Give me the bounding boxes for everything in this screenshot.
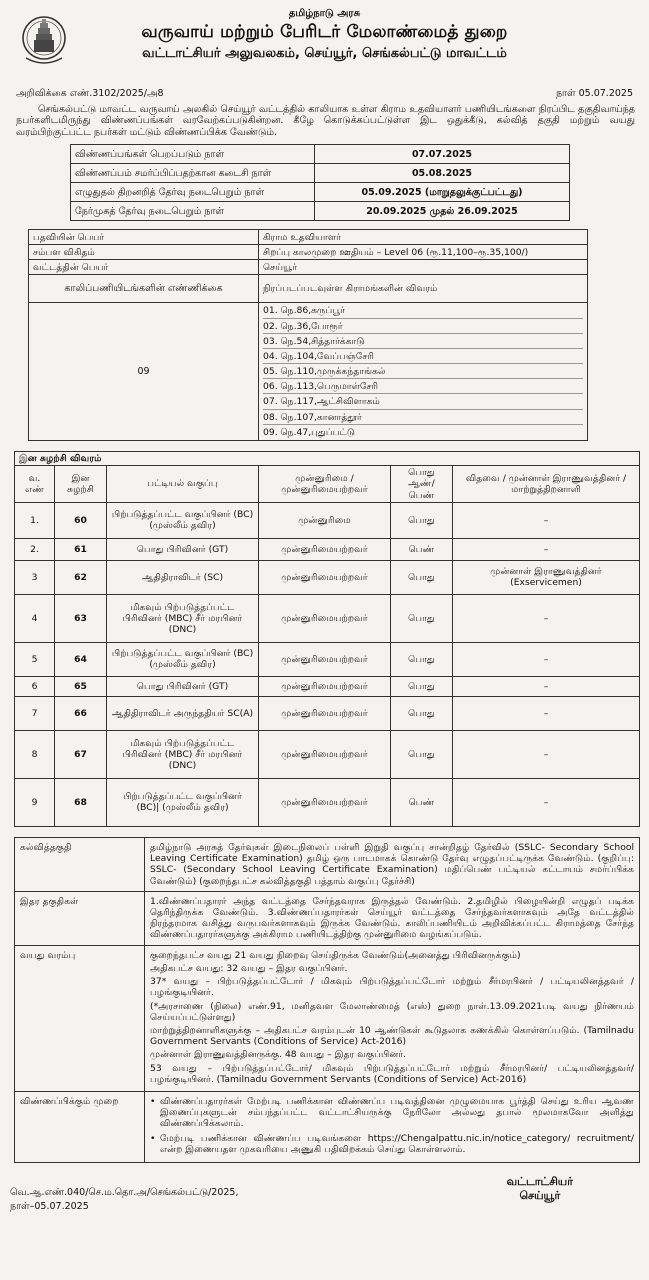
schedule-value: 20.09.2025 முதல் 26.09.2025	[315, 202, 570, 221]
tamil-nadu-emblem-icon	[20, 12, 68, 70]
roster-gender: பொது	[391, 730, 453, 778]
roster-gender: பெண்	[391, 538, 453, 560]
roster-row	[15, 502, 640, 538]
roster-sno: 1.	[15, 502, 55, 538]
schedule-label: விண்ணப்பங்கள் பெறப்படும் நாள்	[71, 145, 315, 164]
signatory-place: செய்யூர்	[519, 1188, 561, 1202]
schedule-label: நேர்முகத் தேர்வு நடைபெறும் நாள்	[71, 202, 315, 221]
age-line: முன்னாள் இராணுவத்தினருக்கு. 48 வயது – இதர வகுப்பினர்.	[150, 1049, 406, 1061]
roster-category: ஆதிதிராவிடர் அருந்ததியர் SC(A)	[107, 696, 259, 730]
roster-priority: முன்னுரிமையற்றவர்	[259, 778, 391, 826]
roster-turn: 65	[55, 676, 107, 696]
roster-header: பொது ஆண்/ பெண்	[391, 466, 453, 503]
roster-gender: பொது	[391, 560, 453, 594]
village-item: 07. நெ.117,ஆட்சிவிளாகம்	[263, 394, 583, 409]
roster-priority: முன்னுரிமையற்றவர்	[259, 560, 391, 594]
roster-row	[15, 778, 640, 826]
roster-sno: 4	[15, 594, 55, 642]
roster-sno: 2.	[15, 538, 55, 560]
roster-priority: முன்னுரிமையற்றவர்	[259, 730, 391, 778]
other-qualifications-text: 1.விண்ணப்பதாரர் அந்த வட்டத்தை சேர்ந்தவராக இருத்தல் வேண்டும். 2.தமிழில் பிழையின்றி எழுதப் படிக்க தெரிந்திருக்க வேண்டும். 3.விண்ணப்பதாரர்கள் செய்யூர் வட்டத்தை சேர்ந்தவர்களாகவும் அதே வட்டத்தில் நிரந்தரமாக வசித்து வருபவர்களாகவும் இருக்க வேண்டும். காலிப்பணியிடம் அறிவிக்கப்பட்ட கிராமத்தை சேர்ந்த விண்ணப்பதாரர்களுக்கு அக்கிராம பணியிடத்திற்கு முன்னுரிமை வழங்கப்படும்.	[145, 891, 640, 945]
roster-header: இன சுழற்சி	[55, 466, 107, 503]
roster-turn: 66	[55, 696, 107, 730]
roster-turn: 63	[55, 594, 107, 642]
roster-special: –	[453, 502, 640, 538]
age-line: அதிகபட்ச வயது: 32 வயது – இதர வகுப்பினர்.	[150, 962, 348, 974]
reference-line	[6, 88, 643, 100]
signatory-title: வட்டாட்சியர்	[506, 1175, 573, 1189]
roster-category: பிற்படுத்தப்பட்ட வகுப்பினர் (BC) (முஸ்லீம் தவிர)	[107, 502, 259, 538]
roster-turn: 60	[55, 502, 107, 538]
schedule-value: 07.07.2025	[315, 145, 570, 164]
roster-priority: முன்னுரிமையற்றவர்	[259, 676, 391, 696]
other-qualifications-label: இதர தகுதிகள்	[15, 891, 145, 945]
village-item: 03. நெ.54,சித்தார்க்காடு	[263, 334, 583, 349]
application-method-item: • விண்ணப்பதாரர்கள் மேற்படி பணிக்கான விண்ணப்ப படிவத்தினை முழுமையாக பூர்த்தி செய்து உரிய ஆவண இணைப்புகளுடன் சம்பந்தப்பட்ட வட்டாட்சியருக்கு நேரிலோ அல்லது தபால் மூலமாகவோ அளித்து விண்ணப்பிக்கலாம்.	[150, 1096, 634, 1130]
village-list	[263, 303, 583, 440]
village-item: 01. நெ.86,கருப்பூர்	[263, 303, 583, 318]
schedule-value: 05.09.2025 (மாறுதலுக்குட்பட்டது)	[315, 183, 570, 202]
footer-reference: வெ.ஆ.எண்.040/செ.ம.தொ.அ/செங்கல்பட்டு/2025,	[10, 1187, 239, 1199]
roster-sno: 6	[15, 676, 55, 696]
roster-sno: 5	[15, 642, 55, 676]
footer-date: நாள்–05.07.2025	[10, 1201, 89, 1213]
notice-date: நாள் 05.07.2025	[555, 88, 633, 99]
roster-gender: பொது	[391, 696, 453, 730]
roster-priority: முன்னுரிமையற்றவர்	[259, 642, 391, 676]
roster-header: முன்னுரிமை / முன்னுரிமையற்றவர்	[259, 466, 391, 503]
post-details-table	[28, 229, 588, 441]
age-limit-label: வயது வரம்பு	[15, 945, 145, 1091]
village-item: 06. நெ.113,பெருமாள்சேரி	[263, 379, 583, 394]
roster-priority: முன்னுரிமையற்றவர்	[259, 594, 391, 642]
roster-special: –	[453, 778, 640, 826]
schedule-value: 05.08.2025	[315, 164, 570, 183]
roster-turn: 67	[55, 730, 107, 778]
roster-priority: முன்னுரிமையற்றவர்	[259, 696, 391, 730]
schedule-row	[71, 145, 570, 164]
roster-sno: 3	[15, 560, 55, 594]
roster-header-row	[15, 466, 640, 503]
age-line: 37* வயது – பிற்படுத்தப்பட்டோர் / மிகவும் பிற்படுத்தப்பட்டோர் மற்றும் சீர்மரபினர் / பட்டியலினத்தவர் / பழங்குடியினர்.	[150, 976, 634, 999]
roster-priority: முன்னுரிமை	[259, 502, 391, 538]
age-line: 53 வயது – பிற்படுத்தப்பட்டோர்/ மிகவும் பிற்படுத்தப்பட்டோர் மற்றும் சீர்மரபினர்/ பட்டியலினத்தவர்/ பழங்குடியினர். (Tamilnadu Government Servants (Conditions of Service) Act-2016)	[150, 1062, 634, 1085]
village-list-header: நிரப்படப்படவுள்ள கிராமங்களின் விவரம்	[259, 275, 588, 303]
village-item: 09. நெ.47,புதுப்பட்டு	[263, 426, 356, 438]
roster-gender: பொது	[391, 642, 453, 676]
roster-sno: 8	[15, 730, 55, 778]
roster-gender: பொது	[391, 502, 453, 538]
roster-header: விதவை / முன்னாள் இராணுவத்தினர் / மாற்றுத்திறனாளி	[453, 466, 640, 503]
roster-header: வ. எண்	[15, 466, 55, 503]
roster-special: –	[453, 696, 640, 730]
department-name: வருவாய் மற்றும் பேரிடர் மேலாண்மைத் துறை	[141, 22, 508, 43]
roster-turn: 62	[55, 560, 107, 594]
roster-turn: 64	[55, 642, 107, 676]
roster-header: பட்டியல் வகுப்பு	[107, 466, 259, 503]
roster-row	[15, 538, 640, 560]
signatory-block	[507, 1175, 573, 1202]
roster-title: இன சுழற்சி விவரம்	[15, 452, 640, 466]
roster-special: –	[453, 676, 640, 696]
office-name: வட்டாட்சியர் அலுவலகம், செய்யூர், செங்கல்பட்டு மாவட்டம்	[142, 45, 507, 61]
village-item: 08. நெ.107,கானாத்தூர்	[263, 410, 583, 425]
notice-header	[6, 8, 643, 76]
roster-sno: 9	[15, 778, 55, 826]
roster-category: பொது பிரிவினர் (GT)	[107, 676, 259, 696]
roster-gender: பெண்	[391, 778, 453, 826]
pay-scale-label: சம்பள விகிதம்	[29, 245, 259, 260]
application-method-item: • மேற்படி பணிக்கான விண்ணப்ப படிவங்களை https://Chengalpattu.nic.in/notice_category/ recruitment/ என்ற இணையதள முகவரியை அணுகி பதிவிறக்கம் செய்து கொள்ளலாம்.	[150, 1133, 634, 1155]
other-qualifications-row	[15, 891, 640, 945]
education-row	[15, 837, 640, 891]
application-method-label: விண்ணப்பிக்கும் முறை	[15, 1092, 145, 1163]
taluk-value: செய்யூர்	[259, 260, 588, 275]
pay-scale-value: சிறப்பு காலமுறை ஊதியம் – Level 06 (ரூ.11,100–ரூ.35,100/)	[259, 245, 588, 260]
roster-turn: 68	[55, 778, 107, 826]
roster-special: –	[453, 594, 640, 642]
roster-special: –	[453, 730, 640, 778]
schedule-table	[70, 144, 570, 221]
roster-special: முன்னாள் இராணுவத்தினர் (Exservicemen)	[453, 560, 640, 594]
taluk-label: வட்டத்தின் பெயர்	[29, 260, 259, 275]
roster-gender: பொது	[391, 594, 453, 642]
roster-row	[15, 730, 640, 778]
roster-category: மிகவும் பிற்படுத்தப்பட்ட பிரிவினர் (MBC) சீர் மரபினர் (DNC)	[107, 594, 259, 642]
schedule-row	[71, 202, 570, 221]
schedule-label: விண்ணப்பம் சமர்ப்பிப்பதற்கான கடைசி நாள்	[71, 164, 315, 183]
roster-turn: 61	[55, 538, 107, 560]
roster-gender: பொது	[391, 676, 453, 696]
roster-row	[15, 642, 640, 676]
roster-table	[14, 451, 640, 827]
roster-category: ஆதிதிராவிடர் (SC)	[107, 560, 259, 594]
government-name: தமிழ்நாடு அரசு	[288, 8, 361, 19]
age-limit-row	[15, 945, 640, 1091]
roster-category: பிற்படுத்தப்பட்ட வகுப்பினர் (BC)| (முஸ்லீம் தவிர)	[107, 778, 259, 826]
education-label: கல்வித்தகுதி	[15, 837, 145, 891]
roster-priority: முன்னுரிமையற்றவர்	[259, 538, 391, 560]
roster-sno: 7	[15, 696, 55, 730]
age-line: குறைந்தபட்ச வயது 21 வயது நிறைவு செய்திருக்க வேண்டும்(அனைத்து பிரிவினருக்கும்)	[150, 949, 521, 961]
age-limit-body	[145, 945, 640, 1091]
post-name-value: கிராம உதவியாளர்	[259, 230, 588, 245]
village-item: 05. நெ.110,முருக்கந்தாங்கல்	[263, 364, 583, 379]
roster-row	[15, 594, 640, 642]
schedule-label: எழுதுதல் திறனறித் தேர்வு நடைபெறும் நாள்	[71, 183, 315, 202]
vacancy-count-label: காலிப்பணியிடங்களின் எண்ணிக்கை	[29, 275, 259, 303]
age-line: மாற்றுத்திறனாளிகளுக்கு – அதிகபட்ச வரம்புடன் 10 ஆண்டுகள் கூடுதலாக கணக்கில் கொள்ளப்படும். (Tamilnadu Government Servants (Conditions of Service) Act-2016)	[150, 1024, 634, 1048]
roster-category: பிற்படுத்தப்பட்ட வகுப்பினர் (BC) (முஸ்லீம் தவிர)	[107, 642, 259, 676]
notice-number: அறிவிக்கை எண்.3102/2025/அ8	[16, 88, 164, 99]
roster-category: மிகவும் பிற்படுத்தப்பட்ட பிரிவினர் (MBC) சீர் மரபினர் (DNC)	[107, 730, 259, 778]
roster-row	[15, 676, 640, 696]
roster-category: பொது பிரிவினர் (GT)	[107, 538, 259, 560]
village-item: 02. நெ.36,போரூர்	[263, 319, 583, 334]
eligibility-table	[14, 837, 640, 1163]
intro-paragraph: செங்கல்பட்டு மாவட்ட வருவாய் அலகில் செய்யூர் வட்டத்தில் காலியாக உள்ள கிராம உதவியாளர் பணியிடங்களை நிரப்பிட தகுதிவாய்ந்த நபர்களிடமிருந்து விண்ணப்பங்கள் வரவேற்கப்படுகின்றன. கீழே கொடுக்கப்பட்டுள்ள இட ஒதுக்கீடு, கல்வித் தகுதி மற்றும் வயது வரம்பிற்குட்பட்ட நபர்கள் மட்டும் விண்ணப்பிக்க வேண்டும்.	[16, 103, 635, 138]
roster-special: –	[453, 538, 640, 560]
vacancy-count-value: 09	[29, 303, 259, 441]
post-name-label: பதவியின் பெயர்	[29, 230, 259, 245]
application-method-list	[150, 1096, 634, 1155]
village-item: 04. நெ.104,வேப்பஞ்சேரி	[263, 349, 583, 364]
schedule-row	[71, 164, 570, 183]
age-line: (*அரசாணை (நிலை) எண்.91, மனிதவள மேலாண்மைத் (எஸ்) துறை நாள்.13.09.2021படி வயது நிர்ணயம் செய்யப்பட்டுள்ளது)	[150, 1000, 634, 1023]
roster-row	[15, 560, 640, 594]
notice-footer	[6, 1167, 643, 1215]
schedule-row	[71, 183, 570, 202]
roster-special: –	[453, 642, 640, 676]
application-method-row	[15, 1092, 640, 1163]
education-text: தமிழ்நாடு அரசுத் தேர்வுகள் இடைநிலைப் பள்ளி இறுதி வகுப்பு சான்றிதழ் தேர்வில் (SSLC- Secondary School Leaving Certificate Examination) தமிழ் ஒரு பாடமாகக் கொண்டு தேர்வு எழுதப்பட்டிருக்க வேண்டும். (குறிப்பு: SSLC- (Secondary School Leaving Certificate Examination) மதிப்பெண் பட்டியல் கட்டாயம் சமர்ப்பிக்க வேண்டும்) (குறைந்தபட்ச கல்வித்தகுதி பத்தாம் வகுப்பு தேர்ச்சி)	[145, 837, 640, 891]
roster-row	[15, 696, 640, 730]
